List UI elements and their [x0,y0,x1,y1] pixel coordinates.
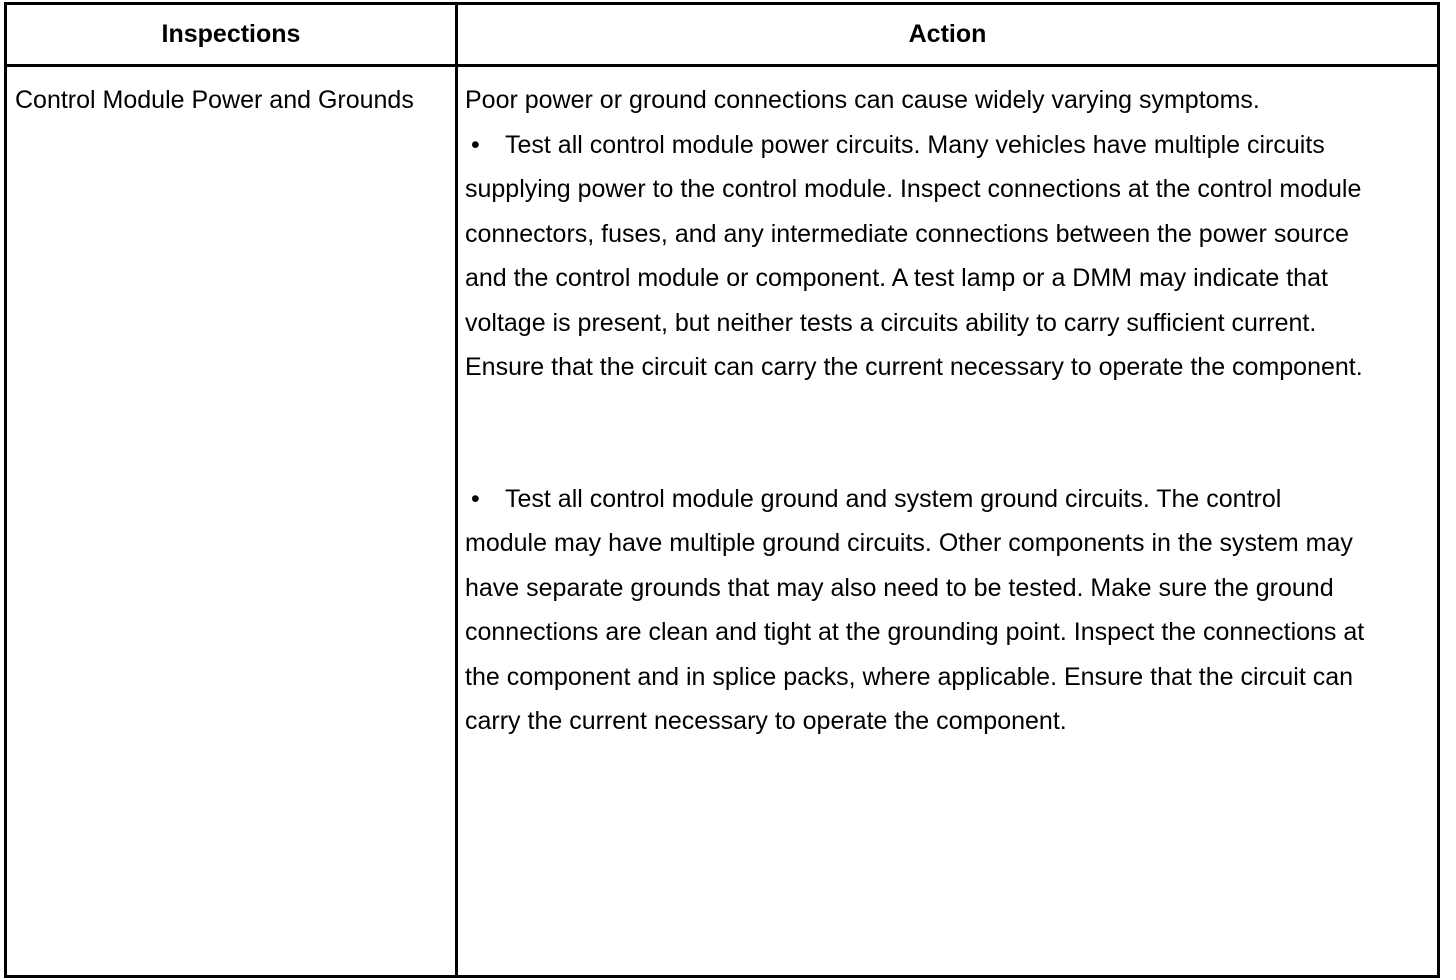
inspection-cell: Control Module Power and Grounds [15,86,414,114]
bullet-text: Test all control module power circuits. Many vehicles have multiple circuits supplying power to the control module. Inspect connections at the control module connectors, fuses, and any intermediate connections between the power source and the control module or component. A test lamp or a DMM may indicate that voltage is present, but neither tests a circuits ability to carry sufficient current. Ensure that the circuit can carry the current necessary to operate the component. [465,130,1363,381]
bullet-marker: • [471,484,480,513]
header-action: Action [908,20,987,48]
table-header-row [7,5,1437,67]
action-bullet-ground [465,477,1365,744]
action-cell [465,78,1365,744]
bullet-marker: • [471,130,480,159]
action-bullet-power [465,123,1365,390]
paragraph-gap [465,390,1365,477]
header-inspections: Inspections [161,20,301,48]
bullet-text: Test all control module ground and system ground circuits. The control module may have multiple ground circuits. Other components in the system may have separate grounds that may also need to be tested. Make sure the ground connections are clean and tight at the grounding point. Inspect the connections at the component and in splice packs, where applicable. Ensure that the circuit can carry the current necessary to operate the component. [465,484,1365,735]
action-intro: Poor power or ground connections can cause widely varying symptoms. [465,86,1260,114]
column-divider [455,5,458,975]
